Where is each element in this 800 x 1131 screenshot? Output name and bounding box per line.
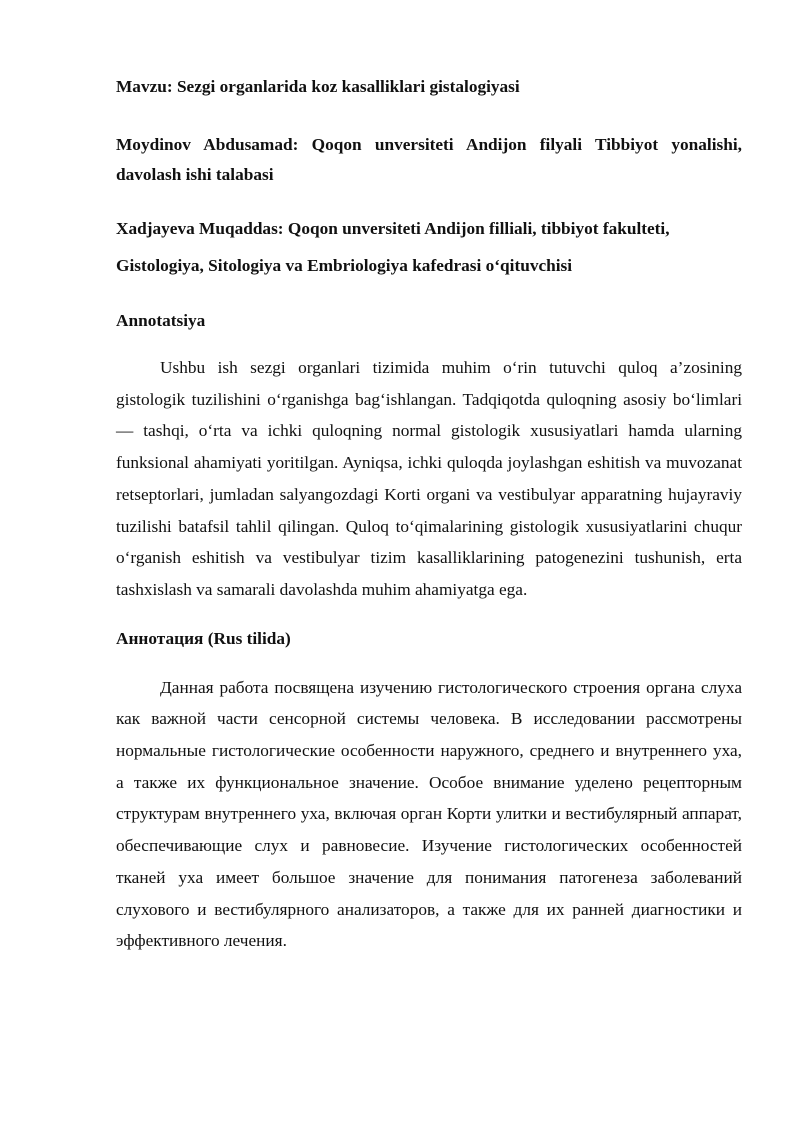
author-affiliation-1: Moydinov Abdusamad: Qoqon unversiteti Andijon filyali Tibbiyot yonalishi, davolash ishi talabasi <box>116 135 742 184</box>
abstract-uz-heading: Annotatsiya <box>116 311 206 330</box>
author-affiliation-2: Xadjayeva Muqaddas: Qoqon unversiteti Andijon filliali, tibbiyot fakulteti, Gistologiya, Sitologiya va Embriologiya kafedrasi o‘qituvchisi <box>116 219 670 275</box>
abstract-ru-heading: Аннотация (Rus tilida) <box>116 628 291 648</box>
document-page <box>116 72 742 957</box>
abstract-uz-text: Ushbu ish sezgi organlari tizimida muhim o‘rin tutuvchi quloq a’zosining gistologik tuzilishini o‘rganishga bag‘ishlangan. Tadqiqotda quloqning asosiy bo‘limlari — tashqi, o‘rta va ichki quloqning normal gistologik xususiyatlari hamda ularning funksional ahamiyati yoritilgan. Ayniqsa, ichki quloqda joylashgan eshitish va muvozanat retseptorlari, jumladan salyangozdagi Korti organi va vestibulyar apparatning hujayraviy tuzilishi batafsil tahlil qilingan. Quloq to‘qimalarining gistologik xususiyatlarini chuqur o‘rganish eshitish va vestibulyar tizim kasalliklarining patogenezini tushunish, erta tashxislash va samarali davolashda muhim ahamiyatga ega. <box>116 358 742 599</box>
topic-title: Mavzu: Sezgi organlarida koz kasalliklari gistalogiyasi <box>116 77 520 96</box>
abstract-ru-text: Данная работа посвящена изучению гистологического строения органа слуха как важной части сенсорной системы человека. В исследовании рассмотрены нормальные гистологические особенности наружного, среднего и внутреннего уха, а также их функциональное значение. Особое внимание уделено рецепторным структурам внутреннего уха, включая орган Корти улитки и вестибулярный аппарат, обеспечивающие слух и равновесие. Изучение гистологических особенностей тканей уха имеет большое значение для понимания патогенеза заболеваний слухового и вестибулярного анализаторов, а также для их ранней диагностики и эффективного лечения. <box>116 677 742 951</box>
